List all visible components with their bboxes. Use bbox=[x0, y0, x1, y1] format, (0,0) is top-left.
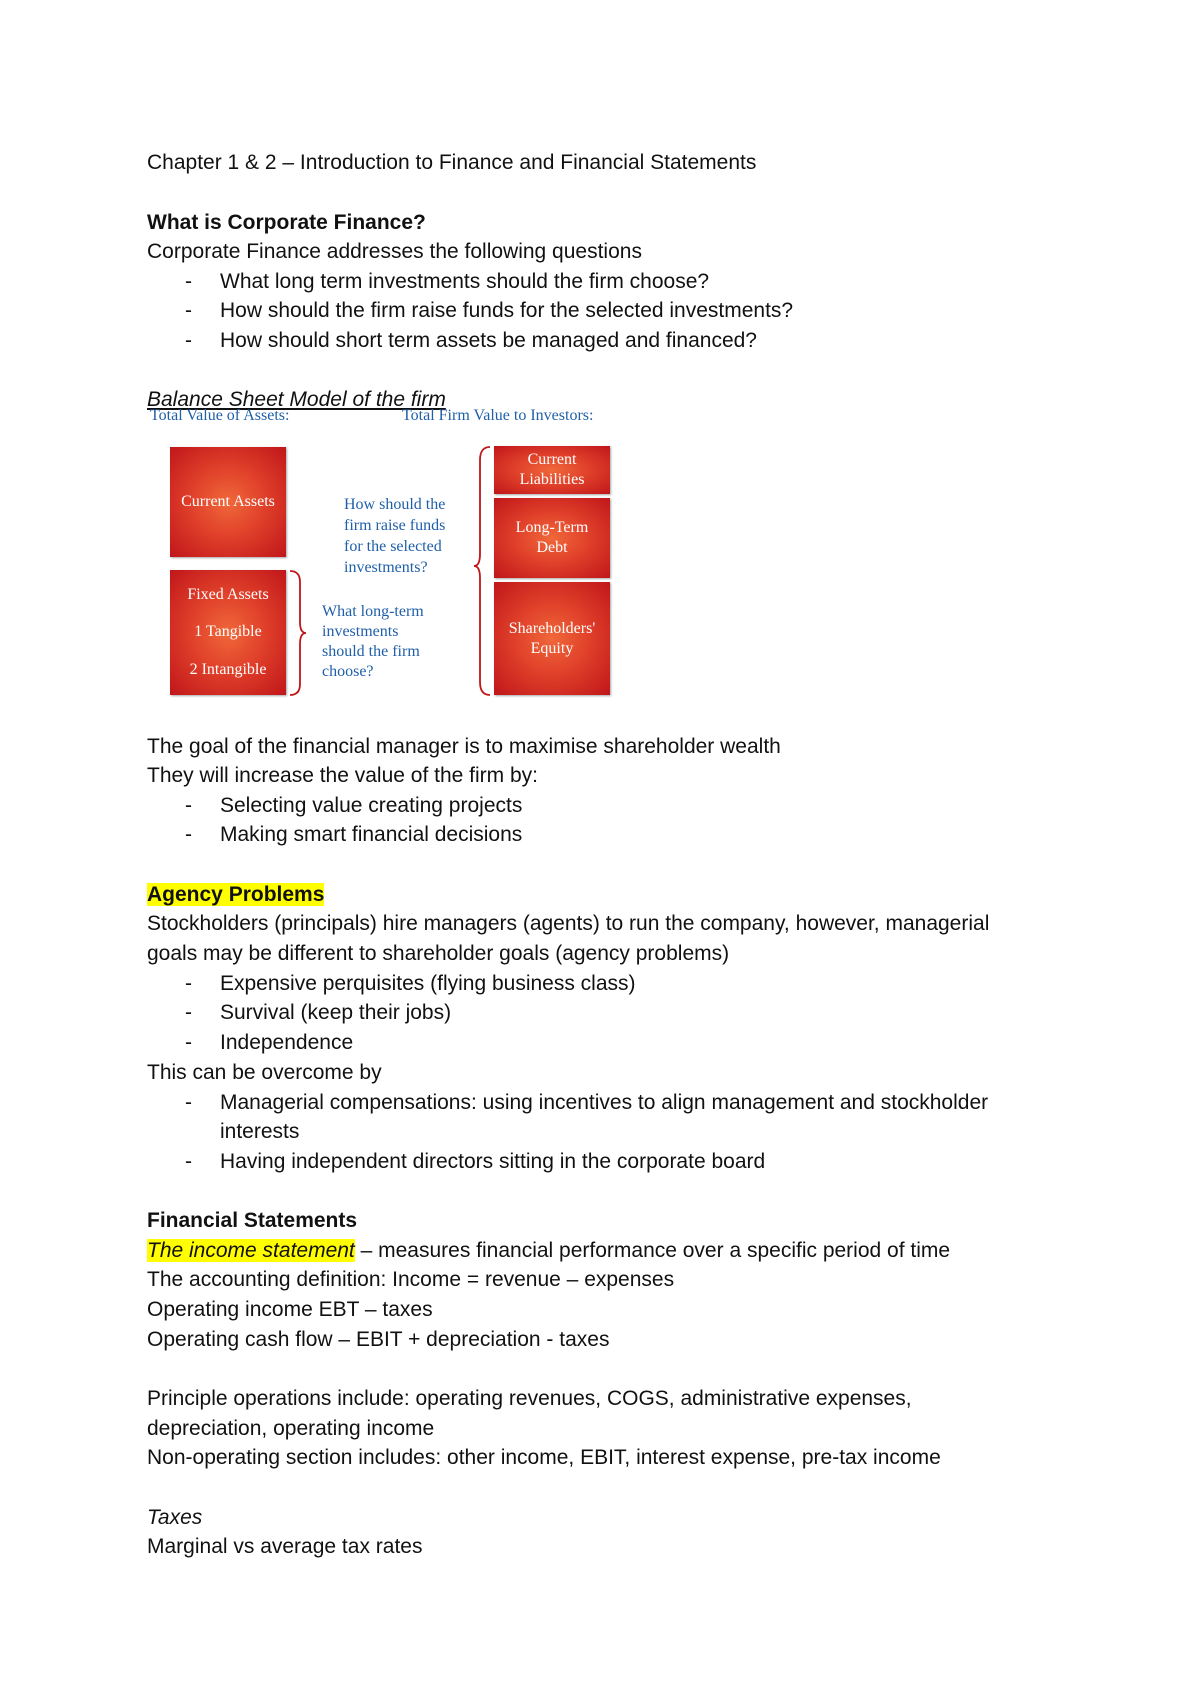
taxes-line: Marginal vs average tax rates bbox=[147, 1535, 423, 1558]
total-value-assets-label: Total Value of Assets: bbox=[150, 407, 290, 424]
goal-line: The goal of the financial manager is to maximise shareholder wealth bbox=[147, 735, 781, 758]
fixed-assets-box: Fixed Assets 1 Tangible 2 Intangible bbox=[170, 570, 286, 695]
shareholders-equity-box: Shareholders' Equity bbox=[494, 582, 610, 695]
list-item-continuation: interests bbox=[220, 1120, 300, 1143]
agency-paragraph: Stockholders (principals) hire managers (agents) to run the company, however, managerial bbox=[147, 912, 990, 935]
financial-statements-title: Financial Statements bbox=[147, 1209, 358, 1232]
fs-line: Operating income EBT – taxes bbox=[147, 1298, 433, 1321]
investors-brace bbox=[472, 446, 492, 696]
principle-operations: Principle operations include: operating revenues, COGS, administrative expenses, bbox=[147, 1387, 912, 1410]
non-operating: Non-operating section includes: other income, EBIT, interest expense, pre-tax income bbox=[147, 1446, 941, 1469]
overcome-line: This can be overcome by bbox=[147, 1061, 382, 1084]
taxes-title: Taxes bbox=[147, 1506, 203, 1529]
principle-operations: depreciation, operating income bbox=[147, 1417, 435, 1440]
document-page: Chapter 1 & 2 – Introduction to Finance and Financial Statements What is Corporate Finance? Corporate Finance addresses the following questions - What long term investments should the firm choose? - How should the firm raise funds for the selected investments? - How should short term assets be managed and financed? Balance Sheet Model of the firm Total Value of Assets: Total Firm Value to Investors: Current Assets Fixed Assets 1 Tangible 2 Intangible Current Liabilities Long-Term Debt Shareholders' Equity How should the firm raise funds for the selected investments? What long-term investments should the firm choose? The goal of the financial manager is to maximise shareholder wealth They will increase the value of the firm by: - Selecting value creating projects - Making smart financial decisions Agency Problems Stockholders (principals) hire managers (agents) to run the company, however, managerial goals may be different to shareholder goals (agency problems) - Expensive perquisites (flying business class) - Survival (keep their jobs) - Independence This can be overcome by - Managerial compensations: using incentives to align management and stockholder interests - Having independent directors sitting in the corporate board Financial Statements The income statement – measures financial performance over a specific period of time The accounting definition: Income = revenue – expenses Operating income EBT – taxes Operating cash flow – EBIT + depreciation - taxes Principle operations include: operating revenues, COGS, administrative expenses, depreciation, operating income Non-operating section includes: other income, EBIT, interest expense, pre-tax income Taxes Marginal vs average tax rates bbox=[0, 0, 1200, 1698]
balance-sheet-caption: Balance Sheet Model of the firm bbox=[147, 388, 446, 411]
corp-finance-title: What is Corporate Finance? bbox=[147, 211, 426, 234]
current-assets-box: Current Assets bbox=[170, 447, 286, 557]
agency-paragraph: goals may be different to shareholder goals (agency problems) bbox=[147, 942, 730, 965]
agency-problems-title: Agency Problems bbox=[147, 883, 325, 906]
fixed-assets-brace bbox=[288, 570, 308, 696]
fs-line: Operating cash flow – EBIT + depreciation - taxes bbox=[147, 1328, 610, 1351]
question-investments: What long-term investments should the firm choose? bbox=[322, 603, 424, 680]
fs-line: The accounting definition: Income = revenue – expenses bbox=[147, 1268, 675, 1291]
income-statement-line: The income statement – measures financial performance over a specific period of time bbox=[147, 1239, 951, 1262]
current-liabilities-box: Current Liabilities bbox=[494, 446, 610, 494]
total-firm-value-label: Total Firm Value to Investors: bbox=[402, 407, 594, 424]
balance-sheet-diagram bbox=[148, 407, 628, 704]
question-funds: How should the firm raise funds for the selected investments? bbox=[344, 496, 446, 576]
chapter-heading: Chapter 1 & 2 – Introduction to Finance and Financial Statements bbox=[147, 151, 757, 174]
long-term-debt-box: Long-Term Debt bbox=[494, 498, 610, 578]
goal-line: They will increase the value of the firm by: bbox=[147, 764, 539, 787]
corp-finance-intro: Corporate Finance addresses the following questions bbox=[147, 240, 642, 263]
